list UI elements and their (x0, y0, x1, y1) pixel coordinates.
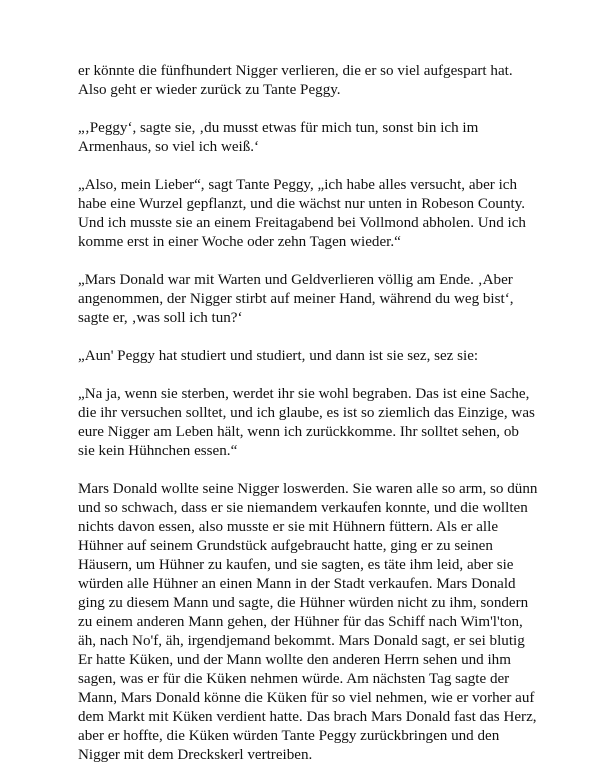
paragraph-3: „Also, mein Lieber“, sagt Tante Peggy, „ich habe alles versucht, aber ich habe eine Wurzel gepflanzt, und die wächst nur unten in Robeson County. Und ich musste sie an einem Freitagabend bei Vollmond abholen. Und ich komme erst in einer Woche oder zehn Tagen wieder.“ (78, 177, 526, 250)
paragraph-1: er könnte die fünfhundert Nigger verlieren, die er so viel aufgespart hat. Also geht er wieder zurück zu Tante Peggy. (78, 63, 513, 98)
paragraph-6: „Na ja, wenn sie sterben, werdet ihr sie wohl begraben. Das ist eine Sache, die ihr versuchen solltet, und ich glaube, es ist so ziemlich das Einzige, was eure Nigger am Leben hält, wenn ich zurückkomme. Ihr solltet sehen, ob sie kein Hühnchen essen.“ (78, 386, 535, 459)
paragraph-5: „Aun' Peggy hat studiert und studiert, und dann ist sie sez, sez sie: (78, 348, 479, 364)
document-page (78, 62, 538, 765)
paragraph-2: „‚Peggy‘, sagte sie, ‚du musst etwas für mich tun, sonst bin ich im Armenhaus, so viel ich weiß.‘ (78, 120, 479, 155)
paragraph-7: Mars Donald wollte seine Nigger loswerden. Sie waren alle so arm, so dünn und so schwach, dass er sie niemandem verkaufen konnte, und die wollten nichts davon essen, also musste er sie mit Hühnern füttern. Als er alle Hühner auf seinem Grundstück aufgebraucht hatte, ging er zu seinen Häusern, um Hühner zu kaufen, und sie sagten, es täte ihm leid, aber sie würden alle Hühner an einen Mann in der Stadt verkaufen. Mars Donald ging zu diesem Mann und sagte, die Hühner würden nicht zu ihm, sondern zu einem anderen Mann gehen, der Hühner für das Schiff nach Wim'l'ton, äh, nach No'f, äh, irgendjemand bekommt. Mars Donald sagt, er sei blutig Er hatte Küken, und der Mann wollte den anderen Herrn sehen und ihm sagen, was er für die Küken nehmen würde. Am nächsten Tag sagte der Mann, Mars Donald könne die Küken für so viel nehmen, wie er vorher auf dem Markt mit Küken verdient hatte. Das brach Mars Donald fast das Herz, aber er hoffte, die Küken würden Tante Peggy zurückbringen und den Nigger mit dem Dreckskerl vertreiben. (78, 481, 538, 763)
paragraph-4: „Mars Donald war mit Warten und Geldverlieren völlig am Ende. ‚Aber angenommen, der Nigger stirbt auf meiner Hand, während du weg bist‘, sagte er, ‚was soll ich tun?‘ (78, 272, 514, 326)
